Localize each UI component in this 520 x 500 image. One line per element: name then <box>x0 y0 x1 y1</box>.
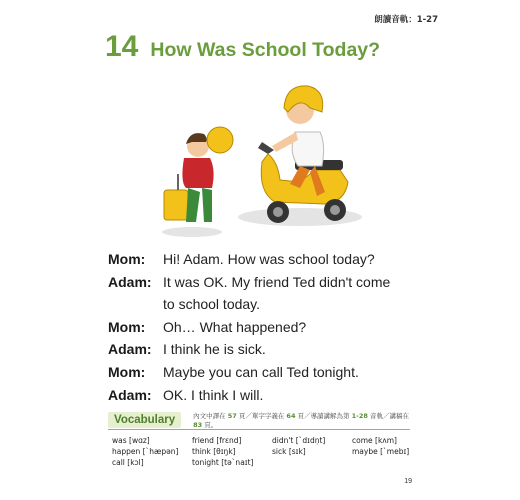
vocabulary-note <box>193 411 410 429</box>
speaker-label <box>108 293 163 316</box>
floor-shadow-boy <box>162 227 222 237</box>
lesson-title <box>105 30 380 64</box>
utterance: It was OK. My friend Ted didn't come <box>163 273 391 290</box>
vocab-word: come [kʌm] <box>352 436 397 445</box>
vocab-word: sick [sɪk] <box>272 447 306 456</box>
note-text: 頁／單字字義在 <box>236 412 287 420</box>
vocabulary-label: Vocabulary <box>108 412 181 428</box>
boy-figure-icon <box>164 127 233 222</box>
vocabulary-list <box>112 436 412 468</box>
dialogue-line <box>108 384 428 407</box>
page-number: 19 <box>404 478 412 485</box>
utterance: Maybe you can call Ted tonight. <box>163 363 359 380</box>
dialogue <box>108 248 428 406</box>
utterance: Hi! Adam. How was school today? <box>163 251 375 267</box>
speaker-label: Mom: <box>108 363 146 380</box>
note-text: 頁。 <box>202 421 218 429</box>
vocab-word: friend [frɛnd] <box>192 436 242 445</box>
track-label: 朗讀音軌：1-27 <box>374 15 438 25</box>
vocab-word: think [θɪŋk] <box>192 447 236 456</box>
lesson-title-text: How Was School Today? <box>150 39 381 61</box>
utterance: OK. I think I will. <box>163 386 264 403</box>
dialogue-line <box>108 293 428 316</box>
note-page: 83 <box>193 421 203 429</box>
utterance: to school today. <box>163 296 261 313</box>
mom-and-boy-scooter-illustration <box>150 62 380 242</box>
vocabulary-divider <box>108 429 410 430</box>
vocab-word: happen [`hæpən] <box>112 447 179 456</box>
utterance: I think he is sick. <box>163 341 266 358</box>
speaker-label: Adam: <box>108 273 152 290</box>
dialogue-line <box>108 248 428 271</box>
note-text: 音軌／講稿在 <box>367 412 409 420</box>
note-page: 64 <box>286 412 296 420</box>
vocabulary-header <box>108 411 410 429</box>
utterance: Oh… What happened? <box>163 318 307 335</box>
dialogue-line <box>108 271 428 294</box>
vocab-word: call [kɔl] <box>112 458 144 467</box>
lesson-number: 14 <box>105 30 139 63</box>
dialogue-line <box>108 316 428 339</box>
speaker-label: Adam: <box>108 386 152 403</box>
note-page: 57 <box>227 412 237 420</box>
note-track: 1-28 <box>351 412 368 420</box>
vocab-word: tonight [tə`naɪt] <box>192 458 254 467</box>
speaker-label: Mom: <box>108 251 146 267</box>
speaker-label: Adam: <box>108 341 152 358</box>
vocab-word: didn't [`dɪdṇt] <box>272 436 326 445</box>
vocab-word: maybe [`mebɪ] <box>352 447 410 456</box>
dialogue-line <box>108 338 428 361</box>
dialogue-line <box>108 361 428 384</box>
speaker-label: Mom: <box>108 318 146 335</box>
note-text: 頁／導讀講解為第 <box>295 412 352 420</box>
note-text: 內文中譯在 <box>193 412 228 420</box>
vocab-word: was [wɑz] <box>112 436 150 445</box>
